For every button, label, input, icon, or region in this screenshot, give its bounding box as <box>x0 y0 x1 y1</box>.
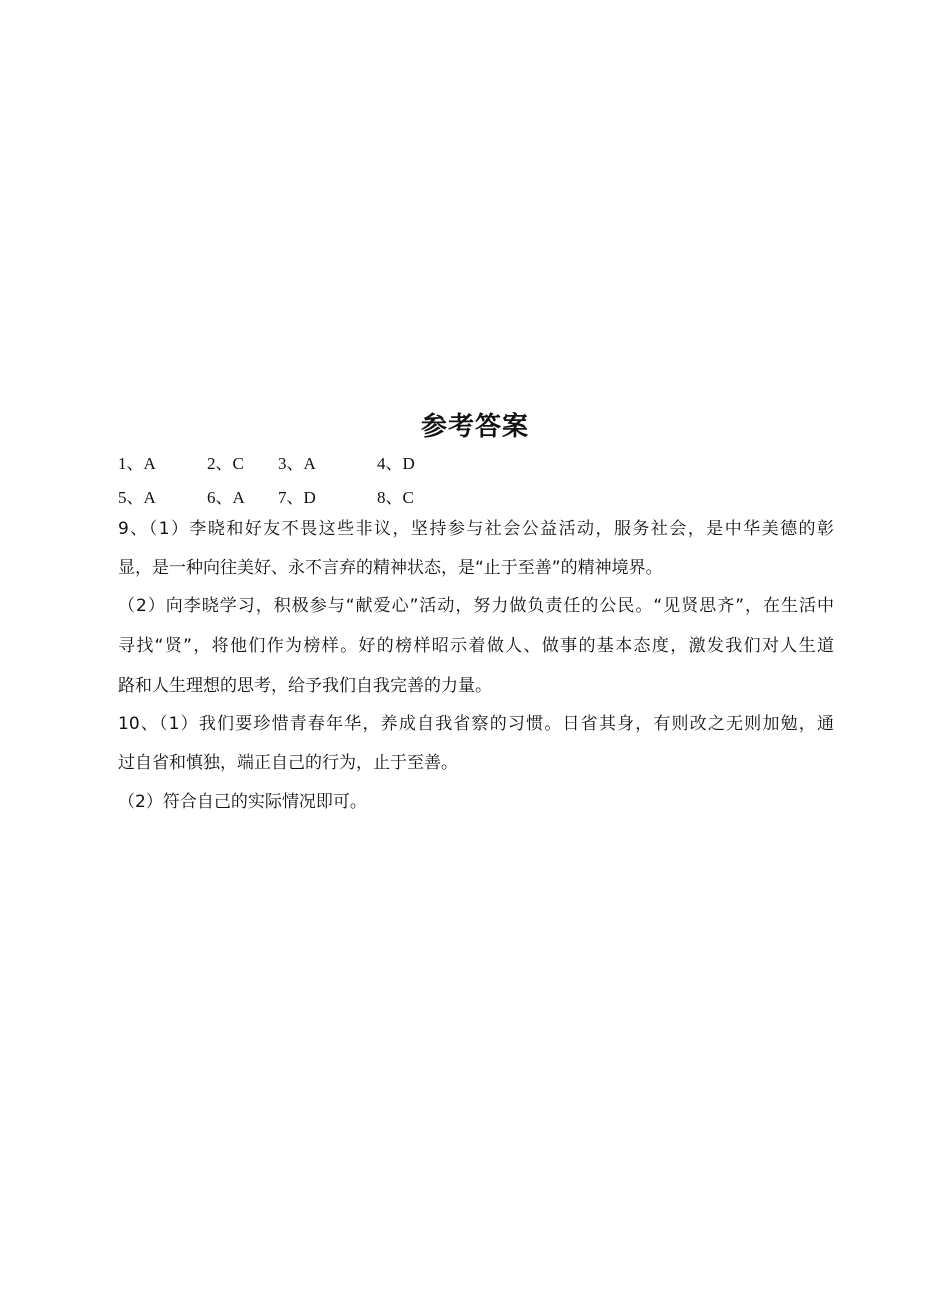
answer-1: 1、A <box>118 454 156 473</box>
page-title: 参考答案 <box>420 412 529 442</box>
q9-answer-line-1: 9、（1）李晓和好友不畏这些非议，坚持参与社会公益活动，服务社会，是中华美德的彰 <box>118 519 834 539</box>
q10-answer-line-3: （2）符合自己的实际情况即可。 <box>118 792 367 812</box>
answer-4: 4、D <box>377 454 415 473</box>
answer-8: 8、C <box>377 488 414 507</box>
answer-6: 6、A <box>207 488 245 507</box>
answer-7: 7、D <box>278 488 316 507</box>
q9-answer-line-5: 路和人生理想的思考，给予我们自我完善的力量。 <box>118 676 492 696</box>
q9-answer-line-4: 寻找“贤”，将他们作为榜样。好的榜样昭示着做人、做事的基本态度，激发我们对人生道 <box>118 636 834 656</box>
answer-2: 2、C <box>207 454 244 473</box>
q10-answer-line-1: 10、（1）我们要珍惜青春年华，养成自我省察的习惯。日省其身，有则改之无则加勉，通 <box>118 714 834 734</box>
q9-answer-line-3: （2）向李晓学习，积极参与“献爱心”活动，努力做负责任的公民。“见贤思齐”，在生活中 <box>118 596 834 616</box>
answer-3: 3、A <box>278 454 316 473</box>
q10-answer-line-2: 过自省和慎独，端正自己的行为，止于至善。 <box>118 753 458 773</box>
answer-5: 5、A <box>118 488 156 507</box>
q9-answer-line-2: 显，是一种向往美好、永不言弃的精神状态，是“止于至善”的精神境界。 <box>118 558 663 578</box>
